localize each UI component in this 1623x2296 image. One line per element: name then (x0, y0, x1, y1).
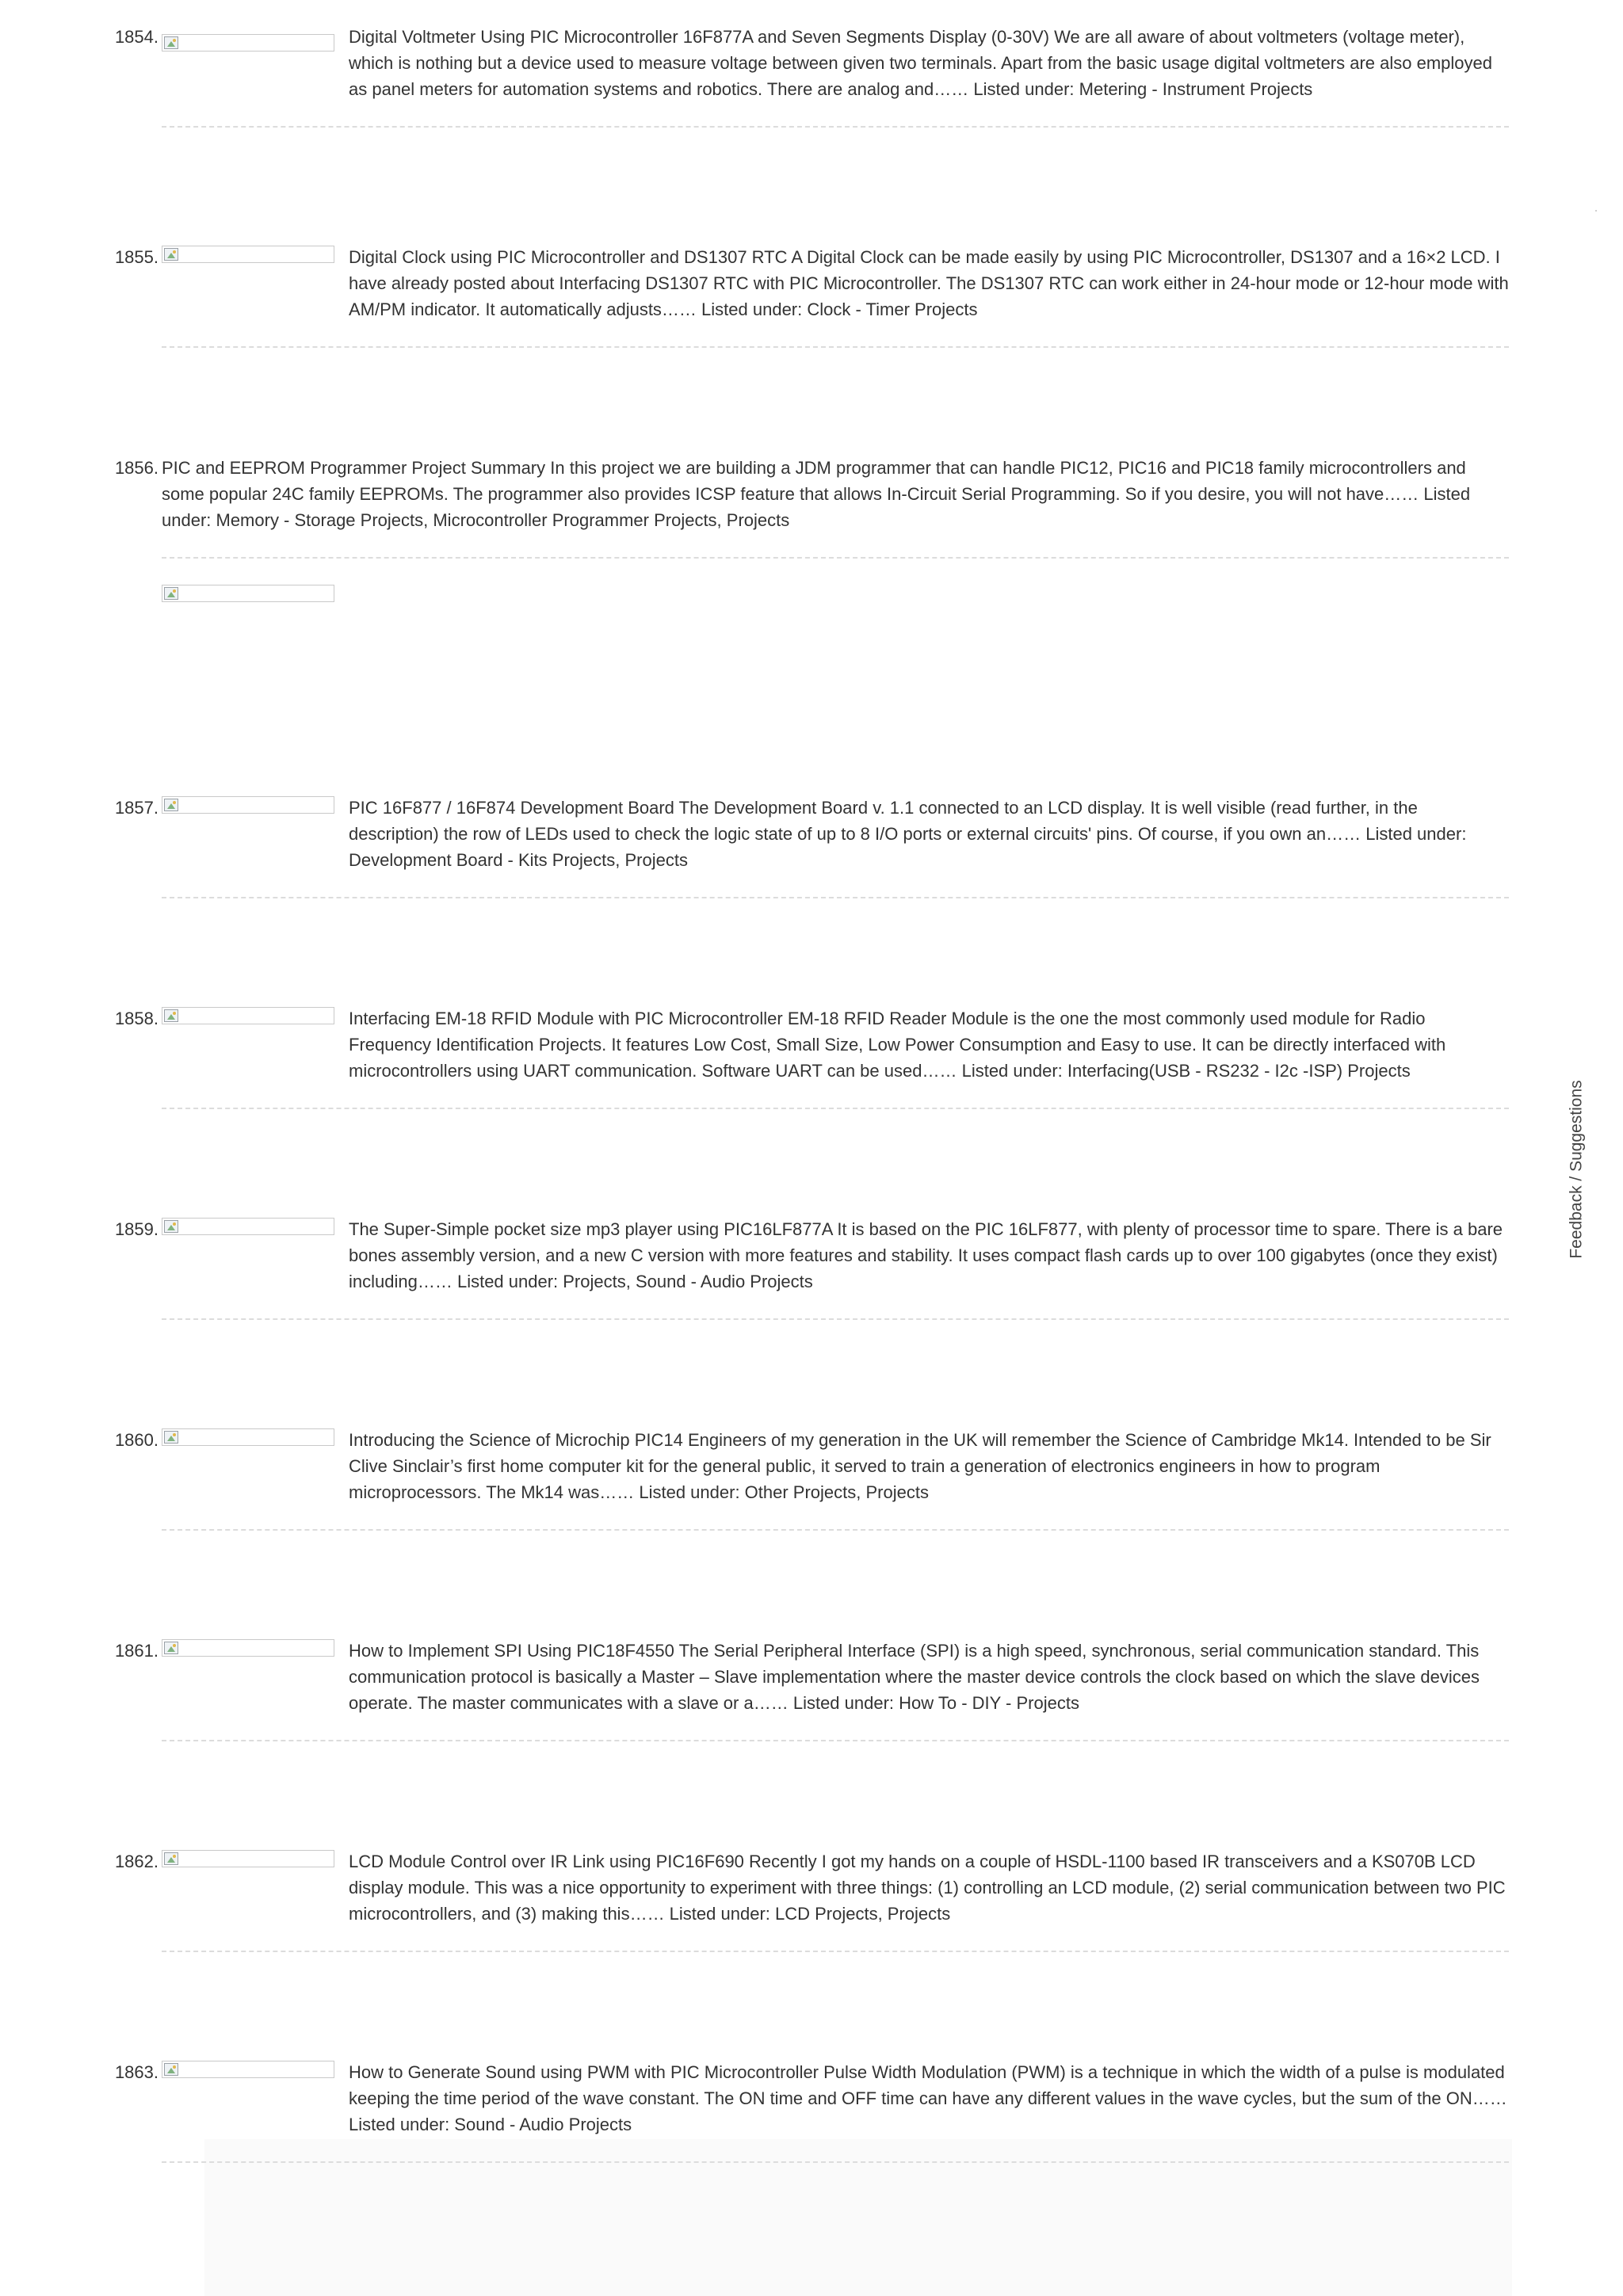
project-description[interactable]: How to Implement SPI Using PIC18F4550 The Serial Peripheral Interface (SPI) is a high speed, synchronous, serial communication standard. This communication protocol is basically a Master – Slave implementation where the master device controls the clock based on which the slave devices operate. The master communicates with a slave or a…… Listed under: How To - DIY - Projects (349, 1641, 1480, 1713)
broken-image-icon (164, 1009, 178, 1022)
project-thumbnail[interactable] (162, 1850, 334, 1867)
project-thumbnail[interactable] (162, 1218, 334, 1235)
item-divider (162, 2161, 1509, 2163)
item-number: 1863. (114, 2062, 158, 2082)
project-description[interactable]: LCD Module Control over IR Link using PIC16F690 Recently I got my hands on a couple of HSDL-1100 based IR transceivers and a KS070B LCD display module. This was a nice opportunity to experiment with three things: (1) controlling an LCD module, (2) serial communication between two PIC microcontrollers, and (3) making this…… Listed under: LCD Projects, Projects (349, 1852, 1506, 1924)
project-description[interactable]: PIC and EEPROM Programmer Project Summary In this project we are building a JDM programmer that can handle PIC12, PIC16 and PIC18 family microcontrollers and some popular 24C family EEPROMs. The programmer also provides ICSP feature that allows In-Circuit Serial Programming. So if you desire, you will not have…… Listed under: Memory - Storage Projects, Microcontroller Programmer Projects, Projects (162, 458, 1471, 530)
project-thumbnail[interactable] (162, 1639, 334, 1657)
broken-image-icon (164, 1642, 178, 1654)
item-divider (162, 346, 1509, 348)
item-divider (162, 126, 1509, 128)
project-description[interactable]: Interfacing EM-18 RFID Module with PIC Microcontroller EM-18 RFID Reader Module is the one the most commonly used module for Radio Frequency Identification Projects. It features Low Cost, Small Size, Low Power Consumption and Easy to use. It can be directly interfaced with microcontrollers using UART communication. Software UART can be used…… Listed under: Interfacing(USB - RS232 - I2c -ISP) Projects (349, 1009, 1446, 1081)
project-thumbnail[interactable] (162, 34, 334, 51)
project-thumbnail[interactable] (162, 1428, 334, 1446)
item-number: 1860. (114, 1430, 158, 1450)
broken-image-icon (164, 1220, 178, 1233)
project-thumbnail[interactable] (162, 246, 334, 263)
item-divider (162, 1951, 1509, 1952)
broken-image-icon (164, 2063, 178, 2076)
item-number: 1859. (114, 1219, 158, 1239)
item-number: 1856. (114, 458, 158, 478)
item-number: 1861. (114, 1641, 158, 1661)
project-description[interactable]: Digital Clock using PIC Microcontroller and DS1307 RTC A Digital Clock can be made easily by using PIC Microcontroller, DS1307 and a 16×2 LCD. I have already posted about Interfacing DS1307 RTC with PIC Microcontroller. The DS1307 RTC can work either in 24-hour mode or 12-hour mode with AM/PM indicator. It automatically adjusts…… Listed under: Clock - Timer Projects (349, 247, 1509, 319)
project-description[interactable]: PIC 16F877 / 16F874 Development Board The Development Board v. 1.1 connected to an LCD display. It is well visible (read further, in the description) the row of LEDs used to check the logic state of up to 8 I/O ports or external circuits' pins. Of course, if you own an…… Listed under: Development Board - Kits Projects, Projects (349, 798, 1467, 870)
broken-image-icon (164, 1852, 178, 1865)
item-number: 1854. (114, 27, 158, 47)
item-divider (162, 1318, 1509, 1320)
item-divider (162, 1108, 1509, 1109)
project-description[interactable]: Digital Voltmeter Using PIC Microcontroller 16F877A and Seven Segments Display (0-30V) We are all aware of about voltmeters (voltage meter), which is nothing but a device used to measure voltage between given two terminals. Apart from the basic usage digital voltmeters are also employed as panel meters for automation systems and robotics. There are analog and…… Listed under: Metering - Instrument Projects (349, 27, 1493, 99)
project-thumbnail[interactable] (162, 1007, 334, 1024)
broken-image-icon (164, 587, 178, 600)
feedback-tab[interactable] (1565, 1079, 1589, 1260)
project-description[interactable]: How to Generate Sound using PWM with PIC Microcontroller Pulse Width Modulation (PWM) is a technique in which the width of a pulse is modulated keeping the time period of the wave constant. The ON time and OFF time can have any different values in the wave cycles, but the sum of the ON…… Listed under: Sound - Audio Projects (349, 2062, 1507, 2134)
item-number: 1858. (114, 1009, 158, 1028)
broken-image-icon (164, 36, 178, 49)
item-number: 1855. (114, 247, 158, 267)
item-divider (162, 557, 1509, 559)
project-thumbnail[interactable] (162, 585, 334, 602)
broken-image-icon (164, 799, 178, 811)
project-description[interactable]: Introducing the Science of Microchip PIC14 Engineers of my generation in the UK will remember the Science of Cambridge Mk14. Intended to be Sir Clive Sinclair’s first home computer kit for the general public, it served to train a generation of electronics engineers in how to program microprocessors. The Mk14 was…… Listed under: Other Projects, Projects (349, 1430, 1491, 1502)
project-thumbnail[interactable] (162, 2061, 334, 2078)
item-number: 1862. (114, 1852, 158, 1871)
item-divider (162, 1529, 1509, 1531)
project-thumbnail[interactable] (162, 796, 334, 814)
item-number: 1857. (114, 798, 158, 818)
feedback-label: Feedback / Suggestions (1568, 1080, 1586, 1259)
item-divider (162, 1740, 1509, 1741)
item-divider (162, 897, 1509, 898)
broken-image-icon (164, 1431, 178, 1444)
decorative-dot (1595, 210, 1597, 212)
project-description[interactable]: The Super-Simple pocket size mp3 player using PIC16LF877A It is based on the PIC 16LF877, with plenty of processor time to spare. There is a bare bones assembly version, and a new C version with more features and stability. It uses compact flash cards up to over 100 gigabytes (once they exist) including…… Listed under: Projects, Sound - Audio Projects (349, 1219, 1503, 1291)
broken-image-icon (164, 248, 178, 261)
